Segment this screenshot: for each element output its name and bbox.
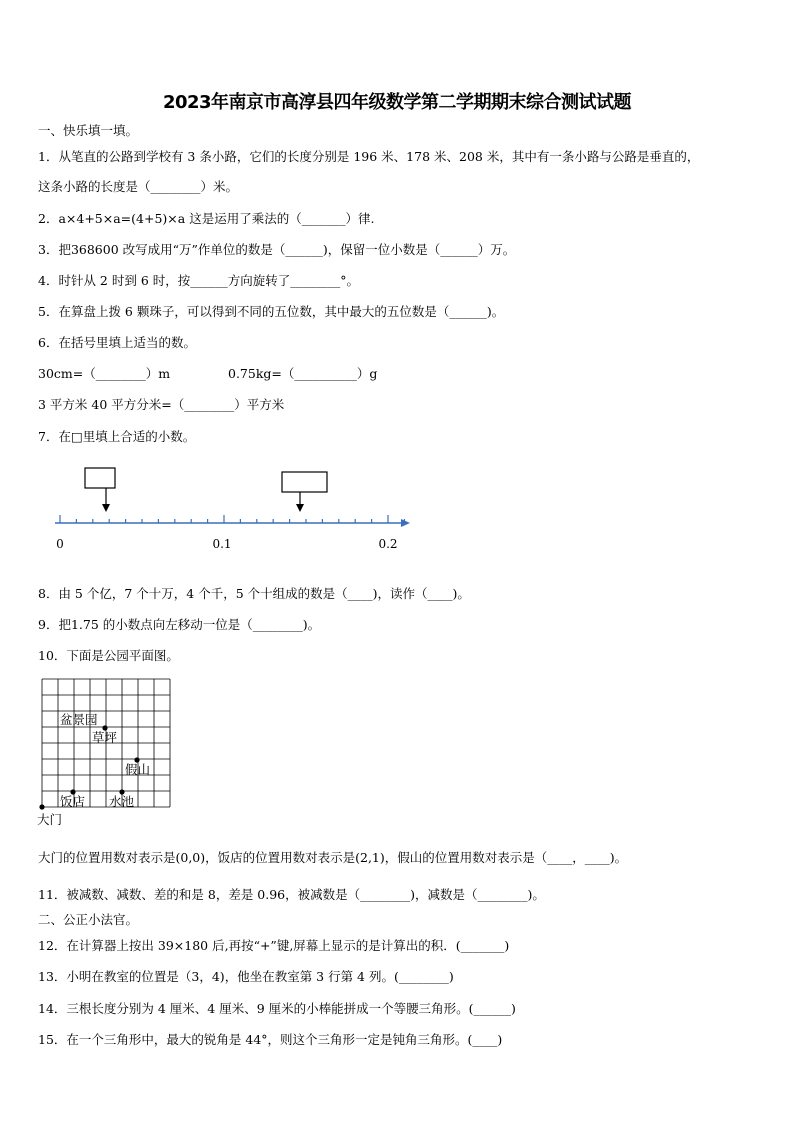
label-restaurant: 饭店 xyxy=(60,794,86,809)
nl-label-2: 0.2 xyxy=(378,537,398,551)
point-gate xyxy=(39,804,44,809)
question-6: 6．在括号里填上适当的数。 xyxy=(38,335,196,350)
question-1-line-2: 这条小路的长度是（________）米。 xyxy=(38,179,239,194)
question-14: 14．三根长度分别为 4 厘米、4 厘米、9 厘米的小棒能拼成一个等腰三角形。(______) xyxy=(38,1001,516,1016)
label-pool: 水池 xyxy=(109,794,135,809)
question-3: 3．把368600 改写成用“万”作单位的数是（______)，保留一位小数是（______）万。 xyxy=(38,242,516,257)
question-11: 11．被减数、减数、差的和是 8，差是 0.96，被减数是（________)，减数是（________)。 xyxy=(38,887,545,902)
question-10: 10．下面是公园平面图。 xyxy=(38,648,179,663)
question-10-answer: 大门的位置用数对表示是(0,0)，饭店的位置用数对表示是(2,1)，假山的位置用数对表示是（____，____)。 xyxy=(38,850,628,865)
section-heading-1: 一、快乐填一填。 xyxy=(38,123,139,138)
answer-box-1[interactable] xyxy=(85,468,115,488)
question-6a: 30cm=（________）m xyxy=(38,366,171,381)
question-5: 5．在算盘上拨 6 颗珠子，可以得到不同的五位数，其中最大的五位数是（______)。 xyxy=(38,304,505,319)
question-15: 15．在一个三角形中，最大的锐角是 44°，则这个三角形一定是钝角三角形。(____) xyxy=(38,1032,503,1047)
question-1-line-1: 1．从笔直的公路到学校有 3 条小路，它们的长度分别是 196 米、178 米、208 米，其中有一条小路与公路是垂直的， xyxy=(38,149,700,164)
question-6c: 3 平方米 40 平方分米=（________）平方米 xyxy=(38,397,285,412)
answer-arrow-1-head xyxy=(102,504,110,512)
question-6b: 0.75kg=（__________）g xyxy=(228,366,378,381)
question-4: 4．时针从 2 时到 6 时，按______方向旋转了________°。 xyxy=(38,273,360,288)
question-2: 2．a×4+5×a=(4+5)×a 这是运用了乘法的（_______）律. xyxy=(38,211,375,226)
nl-label-0: 0 xyxy=(56,537,64,551)
number-line-ticks xyxy=(60,515,404,523)
label-bonsai-garden: 盆景园 xyxy=(60,712,98,727)
answer-arrow-2-head xyxy=(296,504,304,512)
label-rockery: 假山 xyxy=(125,762,151,777)
number-line xyxy=(52,462,422,557)
park-map xyxy=(36,676,181,828)
question-9: 9．把1.75 的小数点向左移动一位是（________)。 xyxy=(38,617,321,632)
section-heading-2: 二、公正小法官。 xyxy=(38,912,139,927)
number-line-arrow xyxy=(401,519,410,527)
question-12: 12．在计算器上按出 39×180 后,再按“+”键,屏幕上显示的是计算出的积．(_______) xyxy=(38,938,510,953)
page-title: 2023年南京市高淳县四年级数学第二学期期末综合测试试题 xyxy=(162,92,632,113)
question-13: 13．小明在教室的位置是（3，4)，他坐在教室第 3 行第 4 列。(________) xyxy=(38,969,454,984)
answer-box-2[interactable] xyxy=(282,472,327,492)
label-lawn: 草坪 xyxy=(92,730,118,745)
question-8: 8．由 5 个亿，7 个十万，4 个千，5 个十组成的数是（____)，读作（____)。 xyxy=(38,586,470,601)
question-7: 7．在□里填上合适的小数。 xyxy=(38,429,196,444)
nl-label-1: 0.1 xyxy=(212,537,232,551)
label-gate: 大门 xyxy=(37,812,63,827)
